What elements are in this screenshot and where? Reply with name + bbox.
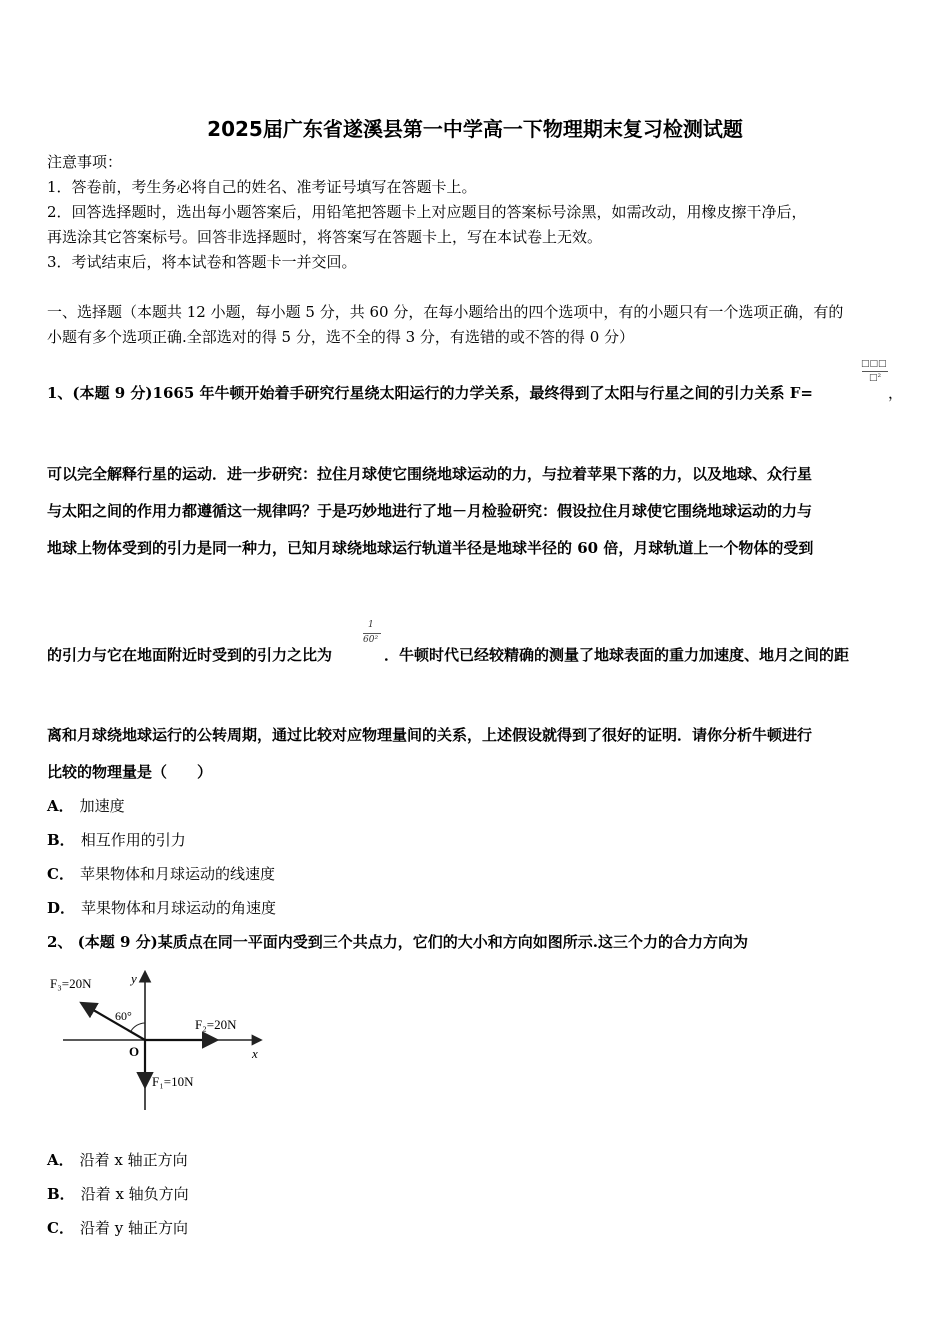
origin-label: O xyxy=(129,1044,140,1059)
q1-formula-denominator: □² xyxy=(869,373,882,383)
section-instructions-1: 一、选择题（本题共 12 小题，每小题 5 分，共 60 分，在每小题给出的四个选项中，有的小题只有一个选项正确，有的 xyxy=(47,303,844,321)
q2-option-a: A． 沿着 x 轴正方向 xyxy=(47,1151,188,1169)
f1-label: F₁=10N xyxy=(152,1074,194,1089)
q1-line-1-end: ， xyxy=(888,384,904,402)
q1-line-6: 离和月球绕地球运行的公转周期，通过比较对应物理量间的关系，上述假设就得到了很好的证明．请你分析牛顿进行 xyxy=(47,726,813,744)
q1-option-b: B． 相互作用的引力 xyxy=(47,831,186,849)
notice-item-1: 1．答卷前，考生务必将自己的姓名、准考证号填写在答题卡上。 xyxy=(47,178,477,196)
q1-formula-numerator: □□□ xyxy=(861,359,887,369)
q1-option-c: C． 苹果物体和月球运动的线速度 xyxy=(47,865,275,883)
section-instructions-2: 小题有多个选项正确.全部选对的得 5 分，选不全的得 3 分，有选错的或不答的得 0 分） xyxy=(47,328,635,346)
page-title: 2025届广东省遂溪县第一中学高一下物理期末复习检测试题 xyxy=(207,117,743,141)
notice-item-3: 3．考试结束后，将本试卷和答题卡一并交回。 xyxy=(47,253,357,271)
q1-line-2: 可以完全解释行星的运动．进一步研究：拉住月球使它围绕地球运动的力，与拉着苹果下落的力，以及地球、众行星 xyxy=(47,465,813,483)
angle-arc xyxy=(131,1023,145,1031)
q1-option-d: D． 苹果物体和月球运动的角速度 xyxy=(47,899,277,917)
f2-label: F₂=20N xyxy=(195,1017,237,1032)
q1-line-5: 的引力与它在地面附近时受到的引力之比为 xyxy=(47,646,333,664)
q1-ratio-numerator: 1 xyxy=(368,620,374,630)
q1-line-5-end: ．牛顿时代已经较精确的测量了地球表面的重力加速度、地月之间的距 xyxy=(384,646,850,664)
q1-line-1 xyxy=(47,383,813,403)
q2-option-b: B． 沿着 x 轴负方向 xyxy=(47,1185,189,1203)
q1-ratio-bar xyxy=(363,633,381,634)
force-diagram xyxy=(45,965,270,1115)
q1-line-7: 比较的物理量是（ ） xyxy=(47,763,213,781)
x-axis-label: x xyxy=(252,1046,258,1061)
f3-vector xyxy=(83,1004,145,1040)
notice-item-2-cont: 再选涂其它答案标号。回答非选择题时，将答案写在答题卡上，写在本试卷上无效。 xyxy=(47,228,603,246)
q2-option-c: C． 沿着 y 轴正方向 xyxy=(47,1219,188,1237)
q1-formula-bar xyxy=(862,371,888,372)
angle-label: 60° xyxy=(115,1009,132,1023)
q1-option-a: A． 加速度 xyxy=(47,797,125,815)
notice-item-2: 2．回答选择题时，选出每小题答案后，用铅笔把答题卡上对应题目的答案标号涂黑，如需改动，用橡皮擦干净后， xyxy=(47,203,807,221)
q1-line-4: 地球上物体受到的引力是同一种力，已知月球绕地球运行轨道半径是地球半径的 60 倍，月球轨道上一个物体的受到 xyxy=(47,539,814,557)
q2-stem: 2、 (本题 9 分)某质点在同一平面内受到三个共点力，它们的大小和方向如图所示.这三个力的合力方向为 xyxy=(47,933,748,951)
y-axis-label: y xyxy=(131,971,137,986)
q1-stem-start: 1、(本题 9 分)1665 年牛顿开始着手研究行星绕太阳运行的力学关系，最终得到了太阳与行星之间的引力关系 F= xyxy=(47,384,813,402)
q1-ratio-denominator: 60² xyxy=(363,635,379,645)
f3-label: F₃=20N xyxy=(50,976,92,991)
q1-line-3: 与太阳之间的作用力都遵循这一规律吗？于是巧妙地进行了地－月检验研究：假设拉住月球使它围绕地球运动的力与 xyxy=(47,502,813,520)
notice-heading: 注意事项： xyxy=(47,153,123,171)
